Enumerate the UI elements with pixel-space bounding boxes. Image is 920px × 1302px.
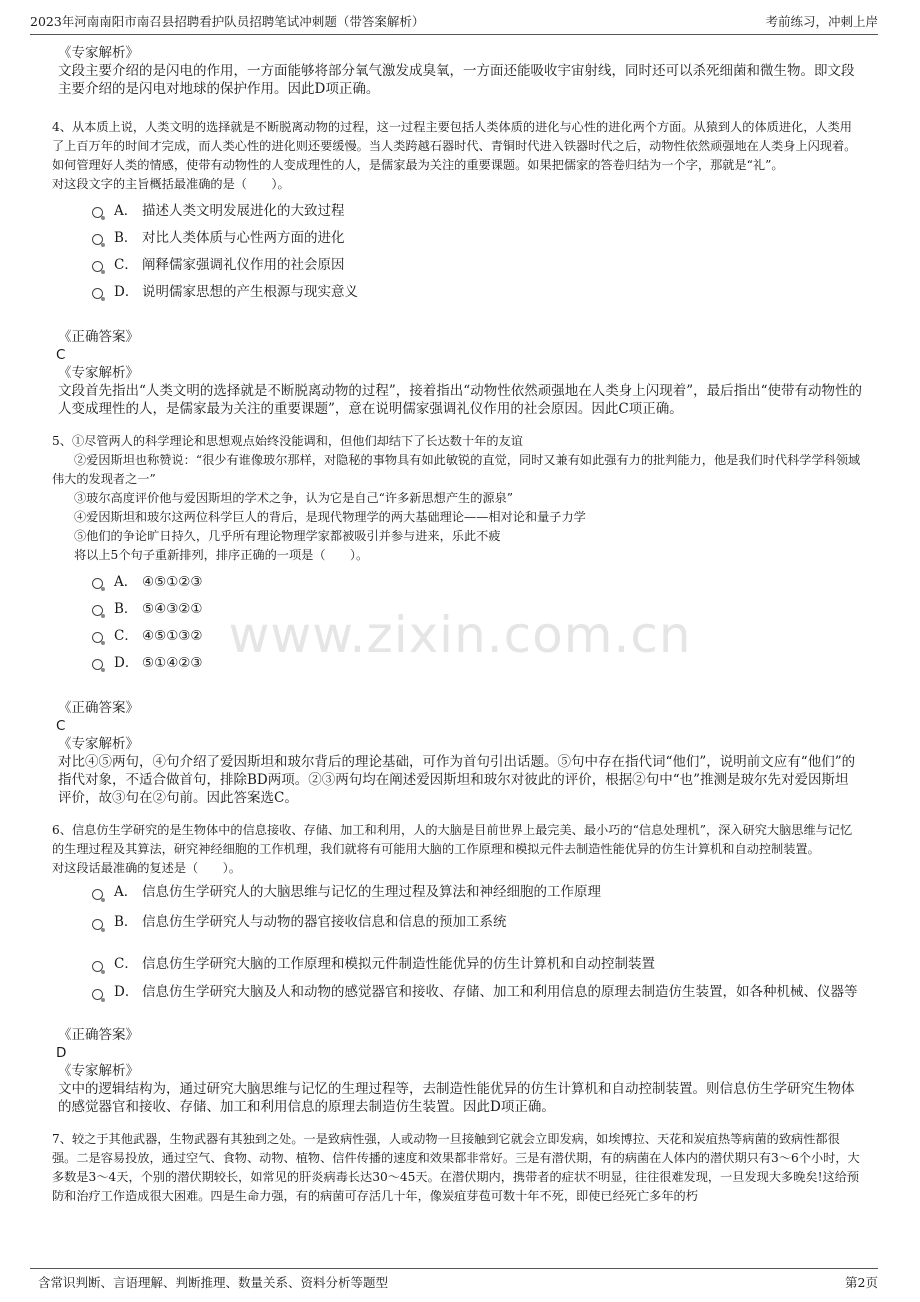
option-c[interactable]: C． 阐释儒家强调礼仪作用的社会原因 bbox=[92, 252, 862, 279]
option-c[interactable]: C． ④⑤①③② bbox=[92, 623, 862, 650]
footer-topics: 含常识判断、言语理解、判断推理、数量关系、资料分析等题型 bbox=[38, 1275, 389, 1290]
question-stem: 7、较之于其他武器，生物武器有其独到之处。一是致病性强，人或动物一旦接触到它就会立即发病，如埃博拉、天花和炭疽热等病菌的致病性都很强。二是容易投放，通过空气、食物、动物、植物、信件传播的速度和效果都非常好。三是有潜伏期，有的病菌在人体内的潜伏期只有3～6个小时，大多数是3～4天，个别的潜伏期较长，如常见的肝炎病毒长达30～45天。在潜伏期内，携带者的症状不明显，往往很难发现，一旦发现大多晚矣!这给预防和治疗工作造成很大困难。四是生命力强，有的病菌可存活几十年，像炭疽芽苞可数十年不死，即使已经死亡多年的朽 bbox=[52, 1132, 860, 1203]
option-d[interactable]: D． ⑤①④②③ bbox=[92, 650, 862, 677]
page-number: 第2页 bbox=[845, 1275, 878, 1290]
radio-icon[interactable] bbox=[92, 288, 103, 299]
analysis-text: 对比④⑤两句，④句介绍了爱因斯坦和玻尔背后的理论基础，可作为首句引出话题。⑤句中存在指代词“他们”，说明前文应有“他们”的指代对象，不适合做首句，排除BD两项。②③两句均在阐述爱因斯坦和玻尔对彼此的评价，根据②句中“也”推测是玻尔先对爱因斯坦评价，故③句在②句前。因此答案选C。 bbox=[58, 754, 856, 806]
sentence-3: ③玻尔高度评价他与爱因斯坦的学术之争，认为它是自己“许多新思想产生的源泉” bbox=[74, 491, 514, 505]
radio-icon[interactable] bbox=[92, 207, 103, 218]
answer-options bbox=[92, 569, 862, 677]
option-b[interactable]: B． 信息仿生学研究人与动物的器官接收信息和信息的预加工系统 bbox=[92, 910, 862, 952]
radio-icon[interactable] bbox=[92, 578, 103, 589]
option-a[interactable]: A． 描述人类文明发展进化的大致过程 bbox=[92, 198, 862, 225]
question-prompt: 对这段文字的主旨概括最准确的是（ ）。 bbox=[52, 177, 290, 191]
analysis-text: 文段首先指出“人类文明的选择就是不断脱离动物的过程”，接着指出“动物性依然顽强地在人类身上闪现着”，最后指出“使带有动物性的人变成理性的人，是儒家最为关注的重要课题”，意在说明儒家强调礼仪作用的社会原因。因此C项正确。 bbox=[58, 383, 863, 417]
radio-icon[interactable] bbox=[92, 889, 103, 900]
q3-tail bbox=[54, 44, 862, 98]
radio-icon[interactable] bbox=[92, 659, 103, 670]
analysis-label: 《专家解析》 bbox=[58, 365, 139, 381]
document-title: 2023年河南南阳市南召县招聘看护队员招聘笔试冲刺题（带答案解析） bbox=[30, 14, 425, 29]
analysis-label: 《专家解析》 bbox=[58, 45, 139, 61]
question-7 bbox=[54, 1130, 862, 1206]
watermark: www.zixin.com.cn bbox=[228, 606, 692, 664]
correct-answer: C bbox=[56, 347, 66, 363]
question-prompt: 对这段话最准确的复述是（ ）。 bbox=[52, 861, 241, 875]
radio-icon[interactable] bbox=[92, 234, 103, 245]
analysis-text: 文中的逻辑结构为，通过研究大脑思维与记忆的生理过程等，去制造性能优异的仿生计算机和自动控制装置。则信息仿生学研究生物体的感觉器官和接收、存储、加工和利用信息的原理去制造仿生装置。因此D项正确。 bbox=[58, 1081, 855, 1115]
question-stem: 6、信息仿生学研究的是生物体中的信息接收、存储、加工和利用，人的大脑是目前世界上最完美、最小巧的“信息处理机”，深入研究大脑思维与记忆的生理过程及其算法，研究神经细胞的工作机理，我们就将有可能用大脑的工作原理和模拟元件去制造性能优异的仿生计算机和自动控制装置。 bbox=[52, 823, 853, 856]
answer-options bbox=[92, 880, 862, 1004]
answer-label: 《正确答案》 bbox=[58, 329, 139, 345]
question-5 bbox=[54, 432, 862, 807]
sentence-2: ②爱因斯坦也称赞说：“很少有谁像玻尔那样，对隐秘的事物具有如此敏锐的直觉，同时又兼有如此强有力的批判能力，他是我们时代科学学科领域伟大的发现者之一” bbox=[52, 453, 861, 486]
page-content bbox=[54, 40, 862, 1206]
option-c[interactable]: C． 信息仿生学研究大脑的工作原理和模拟元件制造性能优异的仿生计算机和自动控制装置 bbox=[92, 952, 862, 980]
question-prompt: 将以上5个句子重新排列，排序正确的一项是（ ）。 bbox=[74, 548, 369, 562]
sentence-5: ⑤他们的争论旷日持久，几乎所有理论物理学家都被吸引并参与进来，乐此不疲 bbox=[74, 529, 501, 543]
radio-icon[interactable] bbox=[92, 919, 103, 930]
header-slogan: 考前练习，冲刺上岸 bbox=[765, 14, 878, 29]
analysis-text: 文段主要介绍的是闪电的作用，一方面能够将部分氧气激发成臭氧，一方面还能吸收宇宙射线，同时还可以杀死细菌和微生物。即文段主要介绍的是闪电对地球的保护作用。因此D项正确。 bbox=[58, 63, 855, 97]
option-a[interactable]: A． 信息仿生学研究人的大脑思维与记忆的生理过程及算法和神经细胞的工作原理 bbox=[92, 880, 862, 910]
sentence-1: 5、①尽管两人的科学理论和思想观点始终没能调和，但他们却结下了长达数十年的友谊 bbox=[52, 434, 523, 448]
option-d[interactable]: D． 说明儒家思想的产生根源与现实意义 bbox=[92, 279, 862, 306]
question-4 bbox=[54, 118, 862, 418]
answer-options bbox=[92, 198, 862, 306]
page-footer bbox=[30, 1268, 878, 1295]
correct-answer: D bbox=[56, 1045, 67, 1061]
radio-icon[interactable] bbox=[92, 989, 103, 1000]
page-header bbox=[30, 8, 878, 35]
correct-answer: C bbox=[56, 718, 66, 734]
radio-icon[interactable] bbox=[92, 261, 103, 272]
sentence-4: ④爱因斯坦和玻尔这两位科学巨人的背后，是现代物理学的两大基础理论——相对论和量子力学 bbox=[74, 510, 586, 524]
radio-icon[interactable] bbox=[92, 605, 103, 616]
option-b[interactable]: B． 对比人类体质与心性两方面的进化 bbox=[92, 225, 862, 252]
question-6 bbox=[54, 821, 862, 1116]
analysis-label: 《专家解析》 bbox=[58, 1063, 139, 1079]
answer-label: 《正确答案》 bbox=[58, 700, 139, 716]
answer-label: 《正确答案》 bbox=[58, 1027, 139, 1043]
question-stem: 4、从本质上说，人类文明的选择就是不断脱离动物的过程，这一过程主要包括人类体质的进化与心性的进化两个方面。从猿到人的体质进化，人类用了上百万年的时间才完成，而人类心性的进化则还要缓慢。当人类跨越石器时代、青铜时代进入铁器时代之后，动物性依然顽强地在人类身上闪现着。如何管理好人类的情感，使带有动物性的人变成理性的人，是儒家最为关注的重要课题。如果把儒家的答卷归结为一个字，那就是“礼”。 bbox=[52, 120, 857, 172]
option-d[interactable]: D． 信息仿生学研究大脑及人和动物的感觉器官和接收、存储、加工和利用信息的原理去制造仿生装置，如各种机械、仪器等 bbox=[92, 980, 862, 1004]
option-a[interactable]: A． ④⑤①②③ bbox=[92, 569, 862, 596]
option-b[interactable]: B． ⑤④③②① bbox=[92, 596, 862, 623]
radio-icon[interactable] bbox=[92, 632, 103, 643]
analysis-label: 《专家解析》 bbox=[58, 736, 139, 752]
radio-icon[interactable] bbox=[92, 961, 103, 972]
